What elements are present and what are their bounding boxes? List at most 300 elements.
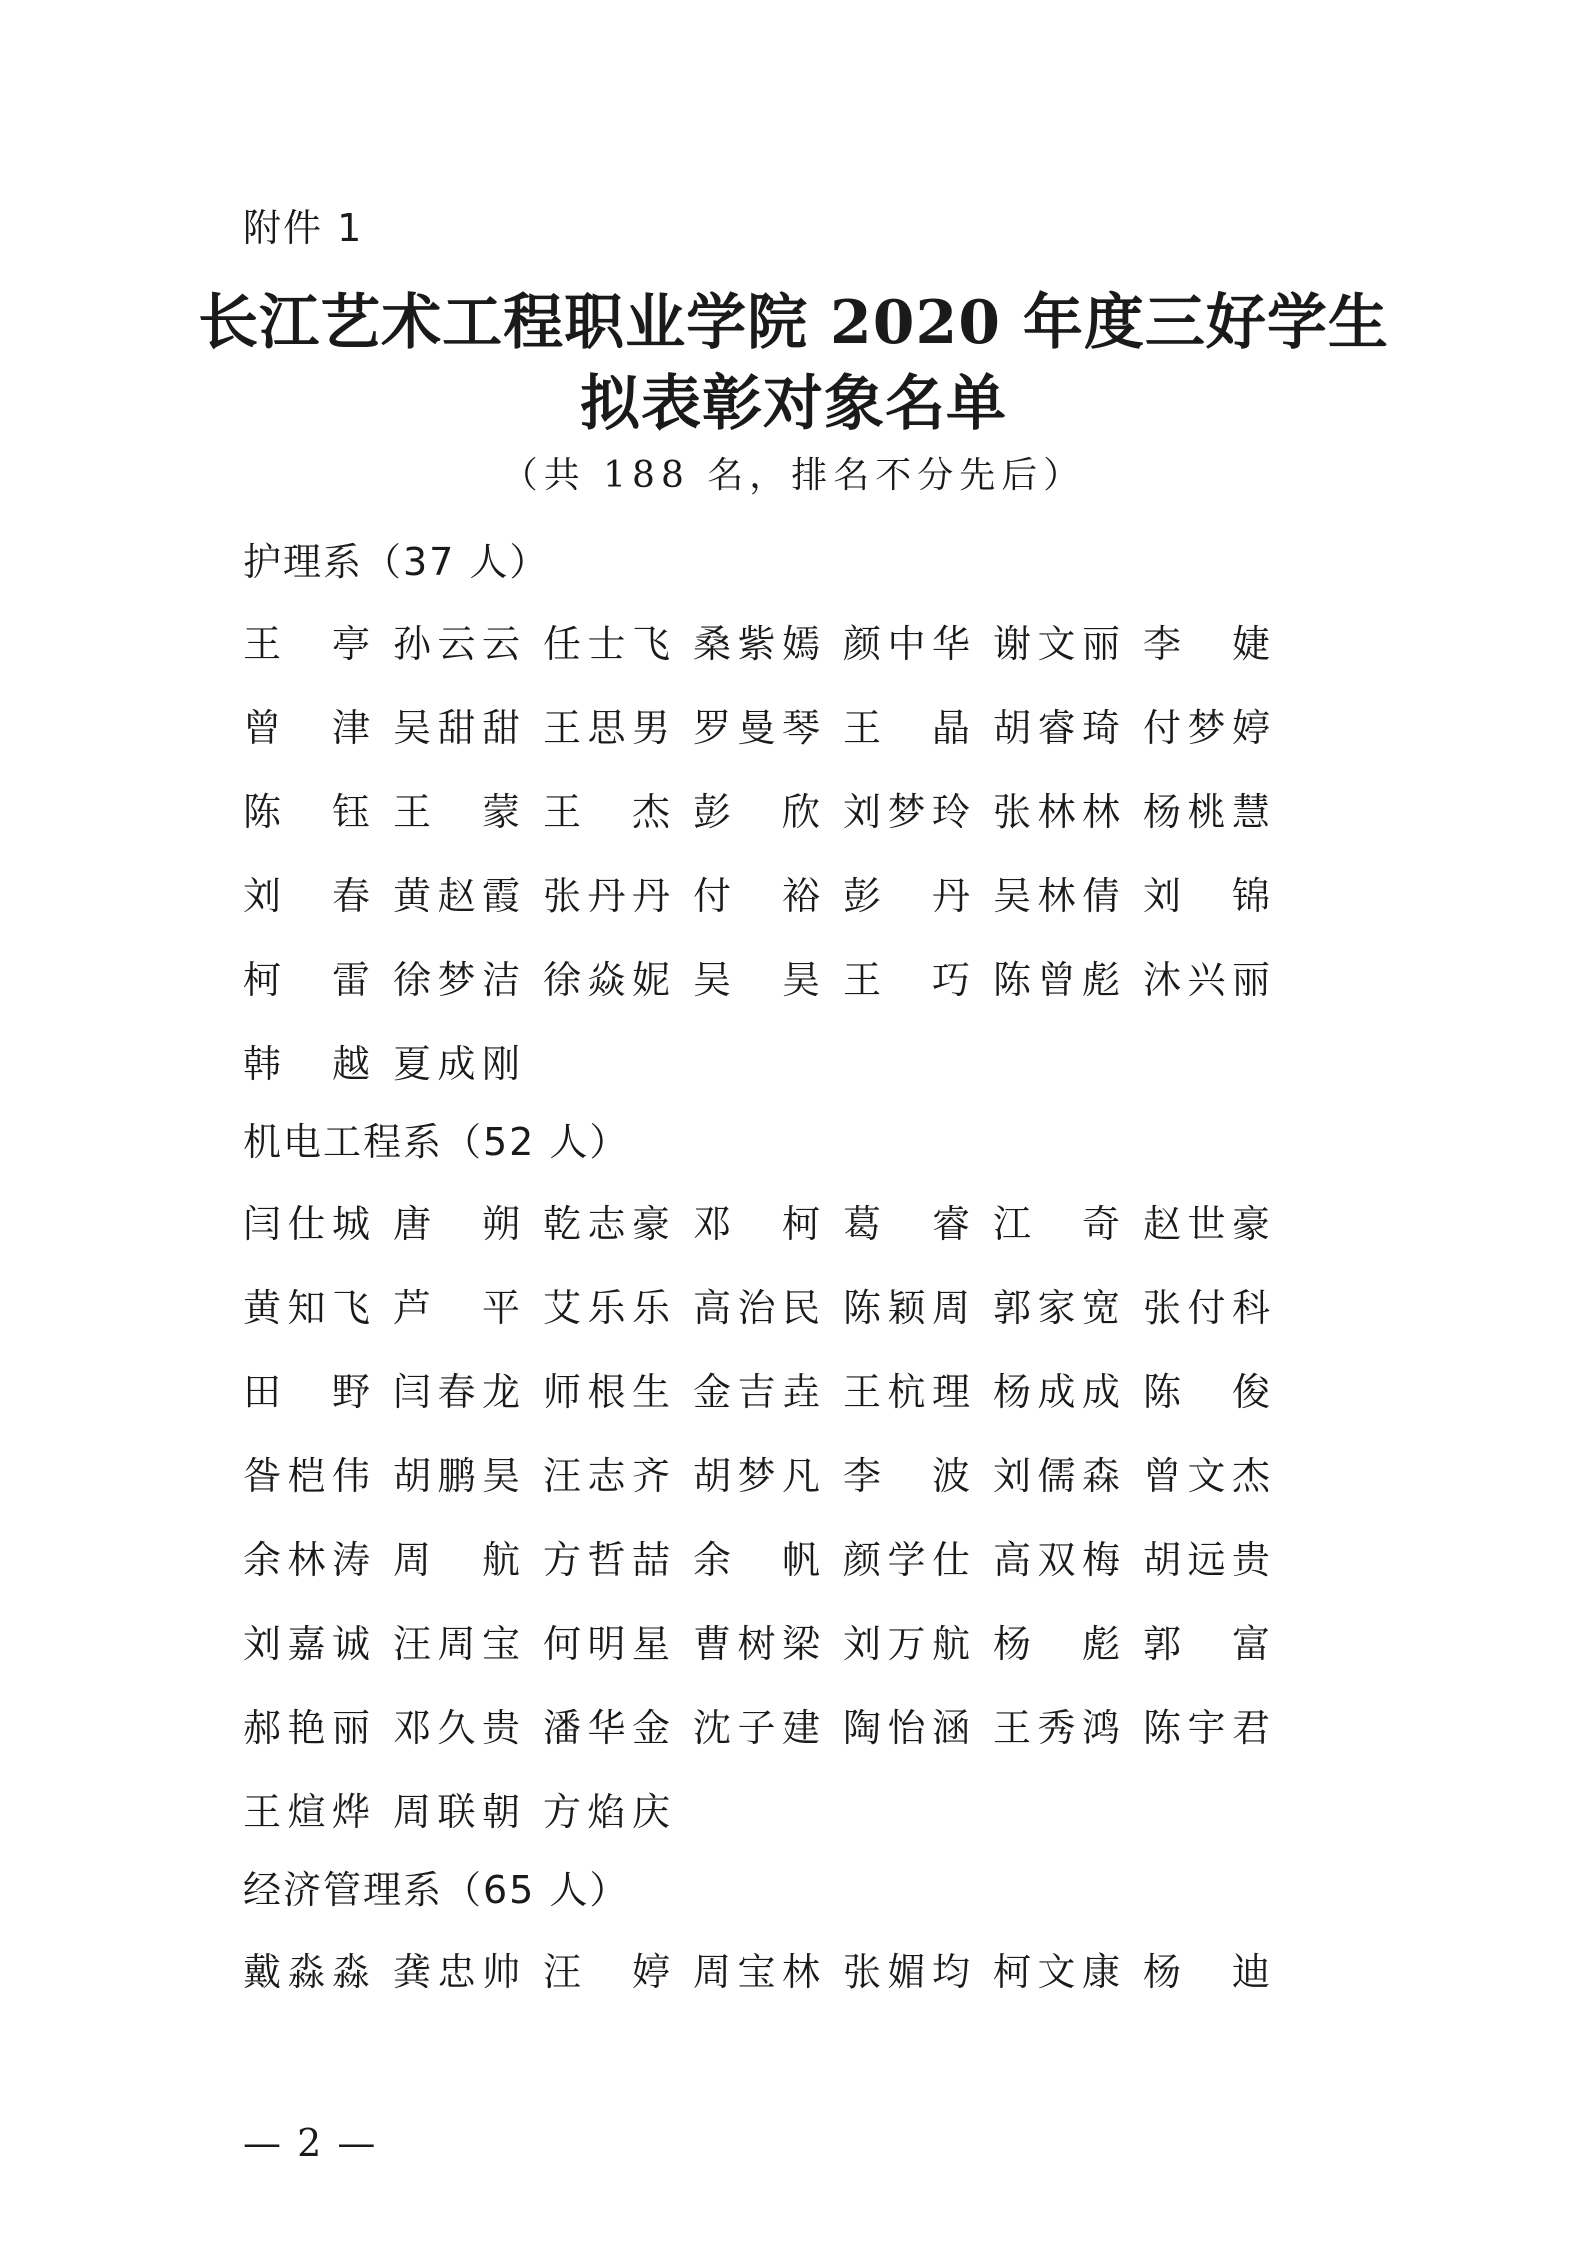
- name-char: 吴: [393, 706, 432, 750]
- student-name: [393, 1350, 520, 1434]
- name-char: 朝: [481, 1790, 520, 1834]
- student-name: [243, 1182, 370, 1266]
- name-char: 星: [631, 1622, 670, 1666]
- student-name: [843, 1930, 970, 2014]
- student-name: [243, 1770, 370, 1854]
- student-name: [843, 1518, 970, 1602]
- name-char: 潘: [543, 1706, 582, 1750]
- student-name: [393, 602, 520, 686]
- name-char: 黄: [393, 874, 432, 918]
- name-char: 彭: [843, 874, 882, 918]
- name-char: 云: [481, 622, 520, 666]
- student-name: [843, 938, 970, 1022]
- name-char: 倩: [1081, 874, 1120, 918]
- name-char: 金: [631, 1706, 670, 1750]
- name-char: 赵: [437, 874, 476, 918]
- name-char: 闫: [393, 1370, 432, 1414]
- name-char: 飞: [631, 622, 670, 666]
- student-name: [543, 602, 670, 686]
- name-char: 丹: [631, 874, 670, 918]
- name-char: 王: [843, 1370, 882, 1414]
- name-char: 梦: [437, 958, 476, 1002]
- student-name: [393, 1434, 520, 1518]
- name-char: 伟: [331, 1454, 370, 1498]
- name-char: 曾: [1037, 958, 1076, 1002]
- name-char: 张: [843, 1950, 882, 1994]
- name-char: 鹏: [437, 1454, 476, 1498]
- name-char: 刘: [843, 1622, 882, 1666]
- name-char: 乐: [631, 1286, 670, 1330]
- name-char: 刘: [843, 790, 882, 834]
- name-char: 雷: [331, 958, 370, 1002]
- name-char: 陶: [843, 1706, 882, 1750]
- name-char: 桤: [287, 1454, 326, 1498]
- name-char: 颜: [843, 622, 882, 666]
- student-name: [993, 938, 1120, 1022]
- name-char: 丹: [587, 874, 626, 918]
- name-char: 张: [993, 790, 1032, 834]
- name-char: 林: [781, 1950, 820, 1994]
- name-char: 王: [393, 790, 432, 834]
- student-name: [993, 1434, 1120, 1518]
- name-char: 王: [543, 706, 582, 750]
- student-name: [243, 770, 370, 854]
- name-char: 烨: [331, 1790, 370, 1834]
- student-name: [243, 1518, 370, 1602]
- name-char: 建: [781, 1706, 820, 1750]
- student-name: [993, 602, 1120, 686]
- name-char: 君: [1231, 1706, 1270, 1750]
- name-char: 昝: [243, 1454, 282, 1498]
- name-char: 甜: [437, 706, 476, 750]
- student-name: [543, 1770, 670, 1854]
- name-char: 汪: [543, 1950, 582, 1994]
- student-name: [543, 1182, 670, 1266]
- student-name: [993, 1350, 1120, 1434]
- name-char: 宝: [481, 1622, 520, 1666]
- name-char: 钰: [331, 790, 370, 834]
- name-char: 龚: [393, 1950, 432, 1994]
- name-char: 江: [993, 1202, 1032, 1246]
- name-char: 诚: [331, 1622, 370, 1666]
- name-char: 方: [543, 1790, 582, 1834]
- name-char: 吉: [737, 1370, 776, 1414]
- name-char: 杰: [631, 790, 670, 834]
- name-char: 城: [331, 1202, 370, 1246]
- student-name: [993, 1182, 1120, 1266]
- name-char: 陈: [1143, 1370, 1182, 1414]
- name-char: 王: [543, 790, 582, 834]
- name-char: 锦: [1231, 874, 1270, 918]
- student-name: [1143, 1930, 1270, 2014]
- name-char: 汪: [543, 1454, 582, 1498]
- name-char: 杰: [1231, 1454, 1270, 1498]
- name-char: 睿: [931, 1202, 970, 1246]
- name-char: 男: [631, 706, 670, 750]
- name-char: 师: [543, 1370, 582, 1414]
- name-char: 霞: [481, 874, 520, 918]
- name-char: 余: [693, 1538, 732, 1582]
- name-char: 平: [481, 1286, 520, 1330]
- page-number: — 2 —: [243, 2121, 378, 2165]
- name-char: 金: [693, 1370, 732, 1414]
- department-section: [243, 1858, 1383, 2014]
- student-name: [993, 770, 1120, 854]
- name-char: 儒: [1037, 1454, 1076, 1498]
- name-char: 吴: [693, 958, 732, 1002]
- student-name: [1143, 1434, 1270, 1518]
- student-name: [1143, 1518, 1270, 1602]
- name-char: 刘: [243, 1622, 282, 1666]
- name-char: 丽: [331, 1706, 370, 1750]
- student-name: [243, 1434, 370, 1518]
- name-char: 梦: [1187, 706, 1226, 750]
- name-char: 媚: [887, 1950, 926, 1994]
- name-char: 玲: [931, 790, 970, 834]
- student-name: [843, 770, 970, 854]
- name-char: 杨: [993, 1622, 1032, 1666]
- student-name: [393, 1518, 520, 1602]
- name-char: 春: [331, 874, 370, 918]
- student-name: [993, 1518, 1120, 1602]
- student-name: [543, 1686, 670, 1770]
- name-char: 贵: [481, 1706, 520, 1750]
- name-char: 迪: [1231, 1950, 1270, 1994]
- name-char: 曾: [243, 706, 282, 750]
- name-char: 家: [1037, 1286, 1076, 1330]
- name-char: 龙: [481, 1370, 520, 1414]
- student-name: [693, 1686, 820, 1770]
- name-char: 梦: [737, 1454, 776, 1498]
- name-char: 田: [243, 1370, 282, 1414]
- name-char: 昊: [781, 958, 820, 1002]
- student-name: [543, 686, 670, 770]
- name-char: 杨: [1143, 1950, 1182, 1994]
- name-char: 乐: [587, 1286, 626, 1330]
- name-char: 仕: [931, 1538, 970, 1582]
- name-char: 文: [1187, 1454, 1226, 1498]
- name-char: 昊: [481, 1454, 520, 1498]
- name-char: 文: [1037, 622, 1076, 666]
- student-name: [393, 686, 520, 770]
- student-name: [543, 770, 670, 854]
- student-name: [693, 854, 820, 938]
- name-char: 兴: [1187, 958, 1226, 1002]
- name-char: 树: [737, 1622, 776, 1666]
- name-char: 周: [393, 1538, 432, 1582]
- name-char: 葛: [843, 1202, 882, 1246]
- student-name: [393, 854, 520, 938]
- student-name: [243, 602, 370, 686]
- name-char: 罗: [693, 706, 732, 750]
- name-char: 周: [931, 1286, 970, 1330]
- student-name: [693, 1518, 820, 1602]
- name-char: 婷: [1231, 706, 1270, 750]
- name-char: 艾: [543, 1286, 582, 1330]
- name-char: 治: [737, 1286, 776, 1330]
- name-char: 梅: [1081, 1538, 1120, 1582]
- name-char: 秀: [1037, 1706, 1076, 1750]
- name-char: 刘: [993, 1454, 1032, 1498]
- student-name: [543, 1602, 670, 1686]
- name-char: 野: [331, 1370, 370, 1414]
- name-char: 哲: [587, 1538, 626, 1582]
- document-title-line-1: 长江艺术工程职业学院 2020 年度三好学生: [198, 288, 1389, 358]
- student-name: [243, 686, 370, 770]
- student-name: [843, 1182, 970, 1266]
- name-char: 艳: [287, 1706, 326, 1750]
- name-char: 喆: [631, 1538, 670, 1582]
- student-name: [393, 1686, 520, 1770]
- name-char: 久: [437, 1706, 476, 1750]
- name-char: 婷: [631, 1950, 670, 1994]
- student-name: [243, 1602, 370, 1686]
- name-char: 航: [481, 1538, 520, 1582]
- name-char: 涛: [331, 1538, 370, 1582]
- name-char: 王: [993, 1706, 1032, 1750]
- student-name: [693, 1434, 820, 1518]
- name-char: 琦: [1081, 706, 1120, 750]
- name-char: 王: [843, 706, 882, 750]
- name-char: 周: [437, 1622, 476, 1666]
- student-name: [843, 686, 970, 770]
- department-heading: 机电工程系（52 人）: [243, 1120, 630, 1164]
- student-name: [243, 938, 370, 1022]
- name-char: 涵: [931, 1706, 970, 1750]
- name-char: 沐: [1143, 958, 1182, 1002]
- student-name: [993, 1602, 1120, 1686]
- name-char: 嫣: [781, 622, 820, 666]
- name-char: 桑: [693, 622, 732, 666]
- name-char: 森: [1081, 1454, 1120, 1498]
- name-char: 高: [693, 1286, 732, 1330]
- name-char: 张: [1143, 1286, 1182, 1330]
- name-char: 富: [1231, 1622, 1270, 1666]
- name-char: 科: [1231, 1286, 1270, 1330]
- student-name: [243, 1022, 370, 1106]
- name-char: 陈: [843, 1286, 882, 1330]
- name-char: 煊: [287, 1790, 326, 1834]
- name-char: 王: [243, 622, 282, 666]
- student-name: [393, 938, 520, 1022]
- name-char: 芦: [393, 1286, 432, 1330]
- name-char: 宝: [737, 1950, 776, 1994]
- name-char: 柯: [993, 1950, 1032, 1994]
- name-char: 刘: [243, 874, 282, 918]
- student-name: [1143, 1266, 1270, 1350]
- student-name: [843, 1350, 970, 1434]
- name-char: 沈: [693, 1706, 732, 1750]
- name-char: 丽: [1231, 958, 1270, 1002]
- name-char: 焰: [587, 1790, 626, 1834]
- name-char: 淼: [331, 1950, 370, 1994]
- student-name: [693, 1266, 820, 1350]
- name-char: 垚: [781, 1370, 820, 1414]
- name-char: 琴: [781, 706, 820, 750]
- name-char: 华: [587, 1706, 626, 1750]
- name-char: 成: [1037, 1370, 1076, 1414]
- name-char: 邓: [693, 1202, 732, 1246]
- name-char: 均: [931, 1950, 970, 1994]
- student-name: [543, 1266, 670, 1350]
- name-char: 航: [931, 1622, 970, 1666]
- name-char: 赵: [1143, 1202, 1182, 1246]
- name-char: 齐: [631, 1454, 670, 1498]
- name-char: 胡: [993, 706, 1032, 750]
- name-char: 蒙: [481, 790, 520, 834]
- student-name: [843, 854, 970, 938]
- name-char: 林: [287, 1538, 326, 1582]
- name-char: 朔: [481, 1202, 520, 1246]
- name-char: 成: [1081, 1370, 1120, 1414]
- name-char: 民: [781, 1286, 820, 1330]
- name-char: 桃: [1187, 790, 1226, 834]
- student-name: [693, 1602, 820, 1686]
- name-char: 郝: [243, 1706, 282, 1750]
- student-name: [993, 1930, 1120, 2014]
- name-char: 巧: [931, 958, 970, 1002]
- department-section: [243, 530, 1383, 1106]
- name-char: 晶: [931, 706, 970, 750]
- name-char: 颜: [843, 1538, 882, 1582]
- student-name: [843, 1602, 970, 1686]
- name-char: 嘉: [287, 1622, 326, 1666]
- student-name: [243, 1266, 370, 1350]
- student-name: [843, 602, 970, 686]
- name-char: 闫: [243, 1202, 282, 1246]
- name-char: 婕: [1231, 622, 1270, 666]
- student-name: [1143, 770, 1270, 854]
- name-char: 郭: [1143, 1622, 1182, 1666]
- name-char: 任: [543, 622, 582, 666]
- name-char: 华: [931, 622, 970, 666]
- name-char: 徐: [543, 958, 582, 1002]
- student-name: [843, 1434, 970, 1518]
- name-char: 云: [437, 622, 476, 666]
- name-char: 张: [543, 874, 582, 918]
- name-char: 梁: [781, 1622, 820, 1666]
- name-char: 方: [543, 1538, 582, 1582]
- name-char: 洁: [481, 958, 520, 1002]
- student-name: [693, 1930, 820, 2014]
- student-name: [393, 1022, 520, 1106]
- name-char: 鸿: [1081, 1706, 1120, 1750]
- student-name: [993, 854, 1120, 938]
- name-char: 仕: [287, 1202, 326, 1246]
- department-heading: 经济管理系（65 人）: [243, 1868, 630, 1912]
- name-char: 波: [931, 1454, 970, 1498]
- name-char: 焱: [587, 958, 626, 1002]
- name-char: 中: [887, 622, 926, 666]
- name-char: 奇: [1081, 1202, 1120, 1246]
- name-char: 豪: [1231, 1202, 1270, 1246]
- student-name: [243, 1930, 370, 2014]
- name-char: 志: [587, 1454, 626, 1498]
- name-char: 帅: [481, 1950, 520, 1994]
- name-char: 丽: [1081, 622, 1120, 666]
- name-char: 王: [843, 958, 882, 1002]
- name-char: 豪: [631, 1202, 670, 1246]
- document-subtitle: （共 188 名，排名不分先后）: [501, 455, 1086, 496]
- student-name: [993, 1266, 1120, 1350]
- student-name-grid: [243, 602, 1383, 1106]
- student-name: [543, 938, 670, 1022]
- student-name: [1143, 686, 1270, 770]
- name-char: 甜: [481, 706, 520, 750]
- name-char: 陈: [993, 958, 1032, 1002]
- name-char: 李: [843, 1454, 882, 1498]
- name-char: 刚: [481, 1042, 520, 1086]
- name-char: 帆: [781, 1538, 820, 1582]
- student-name: [243, 1350, 370, 1434]
- student-name: [543, 854, 670, 938]
- student-name: [693, 938, 820, 1022]
- name-char: 孙: [393, 622, 432, 666]
- name-char: 付: [1187, 1286, 1226, 1330]
- name-char: 贵: [1231, 1538, 1270, 1582]
- name-char: 怡: [887, 1706, 926, 1750]
- name-char: 刘: [1143, 874, 1182, 918]
- name-char: 紫: [737, 622, 776, 666]
- student-name: [693, 770, 820, 854]
- name-char: 吴: [993, 874, 1032, 918]
- student-name: [693, 686, 820, 770]
- name-char: 杨: [1143, 790, 1182, 834]
- name-char: 文: [1037, 1950, 1076, 1994]
- name-char: 谢: [993, 622, 1032, 666]
- name-char: 联: [437, 1790, 476, 1834]
- name-char: 付: [693, 874, 732, 918]
- name-char: 高: [993, 1538, 1032, 1582]
- name-char: 乾: [543, 1202, 582, 1246]
- name-char: 杨: [993, 1370, 1032, 1414]
- name-char: 郭: [993, 1286, 1032, 1330]
- name-char: 理: [931, 1370, 970, 1414]
- name-char: 汪: [393, 1622, 432, 1666]
- name-char: 曾: [1143, 1454, 1182, 1498]
- name-char: 思: [587, 706, 626, 750]
- student-name: [393, 1182, 520, 1266]
- department-section: [243, 1110, 1383, 1854]
- name-list-content: [243, 530, 1383, 2018]
- name-char: 何: [543, 1622, 582, 1666]
- name-char: 慧: [1231, 790, 1270, 834]
- student-name: [1143, 1182, 1270, 1266]
- name-char: 津: [331, 706, 370, 750]
- name-char: 余: [243, 1538, 282, 1582]
- student-name: [993, 686, 1120, 770]
- name-char: 亭: [331, 622, 370, 666]
- name-char: 韩: [243, 1042, 282, 1086]
- name-char: 知: [287, 1286, 326, 1330]
- name-char: 生: [631, 1370, 670, 1414]
- name-char: 曹: [693, 1622, 732, 1666]
- name-char: 子: [737, 1706, 776, 1750]
- name-char: 志: [587, 1202, 626, 1246]
- name-char: 士: [587, 622, 626, 666]
- name-char: 黄: [243, 1286, 282, 1330]
- student-name: [543, 1350, 670, 1434]
- document-title-line-2: 拟表彰对象名单: [580, 369, 1007, 439]
- name-char: 康: [1081, 1950, 1120, 1994]
- name-char: 彪: [1081, 958, 1120, 1002]
- name-char: 柯: [781, 1202, 820, 1246]
- name-char: 凡: [781, 1454, 820, 1498]
- name-char: 裕: [781, 874, 820, 918]
- name-char: 丹: [931, 874, 970, 918]
- name-char: 双: [1037, 1538, 1076, 1582]
- name-char: 夏: [393, 1042, 432, 1086]
